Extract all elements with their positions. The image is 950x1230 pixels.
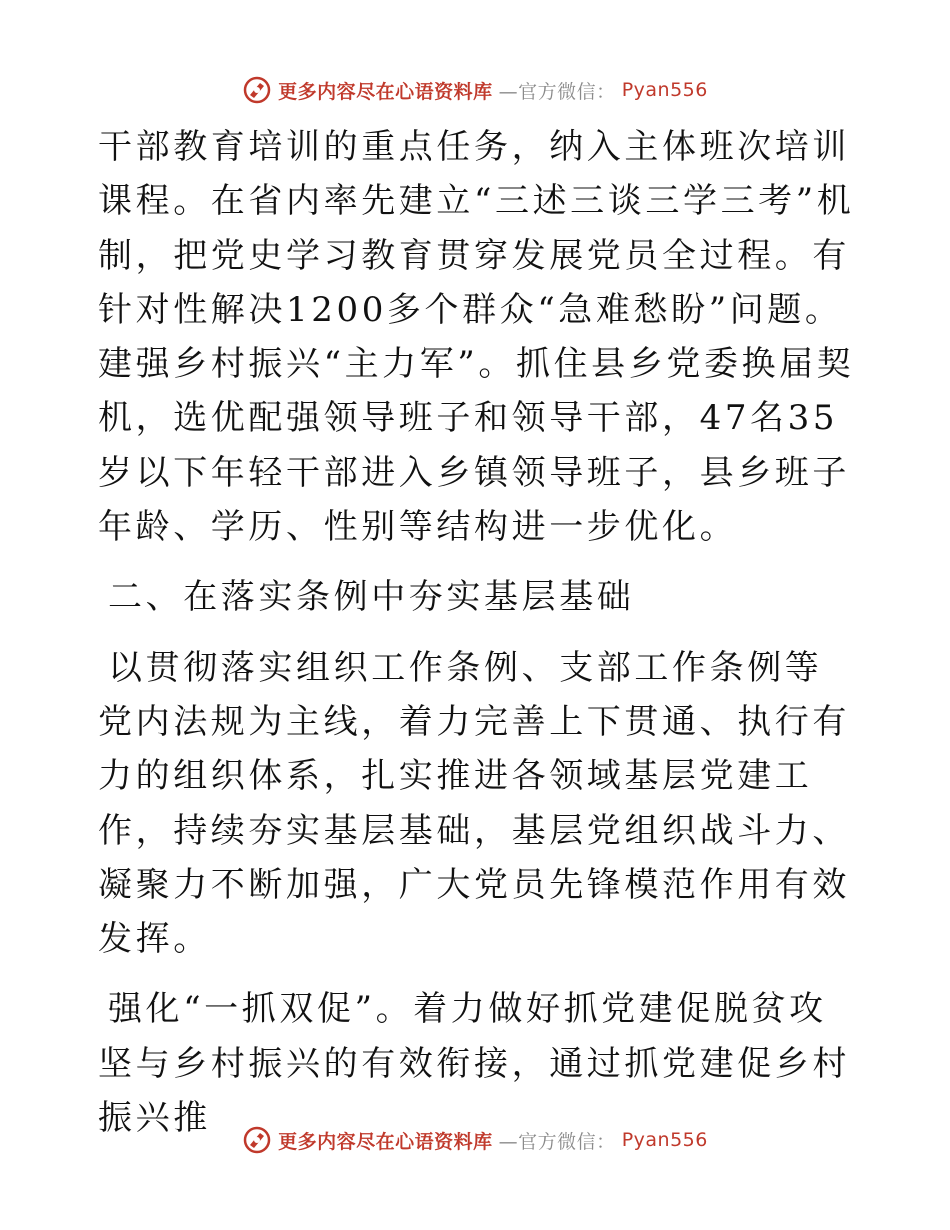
document-body: [98, 120, 858, 1145]
section-heading: 二、在落实条例中夯实基层基础: [108, 577, 635, 618]
header-watermark: [0, 70, 950, 110]
paragraph-2: 以贯彻落实组织工作条例、支部工作条例等党内法规为主线，着力完善上下贯通、执行有力的组织体系，扎实推进各领域基层党建工作，持续夯实基层基础，基层党组织战斗力、凝聚力不断加强，广大党员先锋模范作用有效发挥。: [98, 647, 850, 960]
logo-icon: [242, 75, 272, 105]
paragraph-3: 强化“一抓双促”。着力做好抓党建促脱贫攻坚与乡村振兴的有效衔接，通过抓党建促乡村振兴推: [98, 989, 850, 1139]
watermark-wechat-id: Pyan556: [621, 1129, 708, 1151]
footer-watermark: [0, 1120, 950, 1160]
watermark-text: 更多内容尽在心语资料库: [278, 1130, 493, 1153]
watermark-wechat-label: —官方微信：: [498, 80, 616, 103]
watermark-wechat-label: —官方微信：: [498, 1130, 616, 1153]
paragraph-1: 干部教育培训的重点任务，纳入主体班次培训课程。在省内率先建立“三述三谈三学三考”机制，把党史学习教育贯穿发展党员全过程。有针对性解决1200多个群众“急难愁盼”问题。建强乡村振兴“主力军”。抓住县乡党委换届契机，选优配强领导班子和领导干部，47名35岁以下年轻干部进入乡镇领导班子，县乡班子年龄、学历、性别等结构进一步优化。: [98, 127, 855, 548]
watermark-wechat-id: Pyan556: [621, 79, 708, 101]
logo-icon: [242, 1125, 272, 1155]
watermark-text: 更多内容尽在心语资料库: [278, 80, 493, 103]
